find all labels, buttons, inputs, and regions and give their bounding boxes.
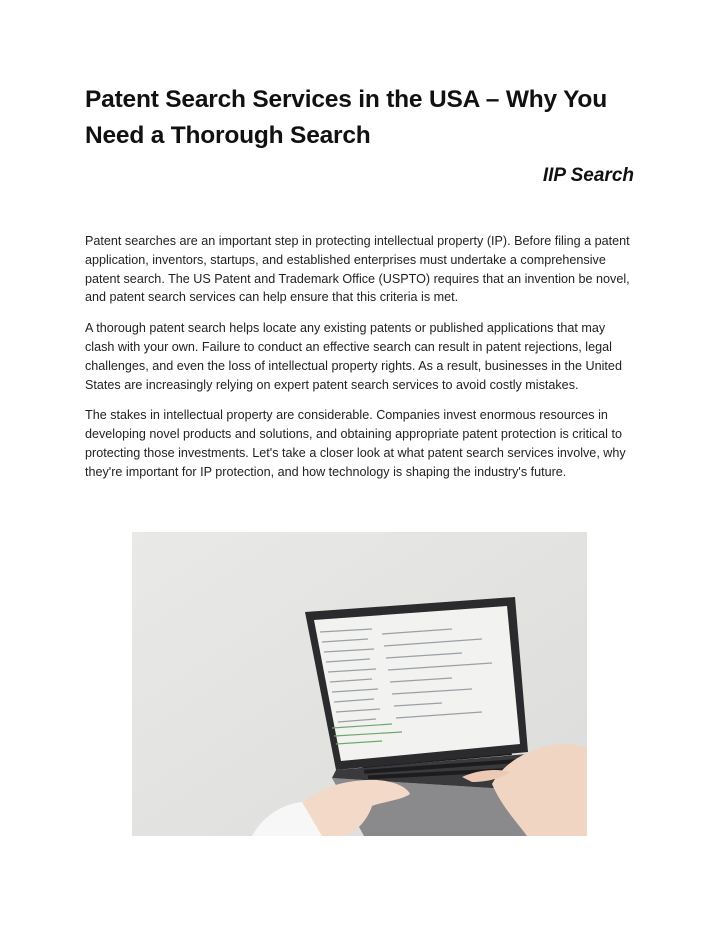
page-title: [85, 82, 635, 154]
laptop-with-hands-icon: [132, 532, 587, 836]
article-body: [85, 232, 635, 482]
title-line-1: Patent Search Services in the USA – Why You: [85, 86, 607, 113]
paragraph-2: A thorough patent search helps locate any existing patents or published applications that may clash with your own. Failure to conduct an effective search can result in patent rejections, legal challenges, and even the loss of intellectual property rights. As a result, businesses in the United States are increasingly relying on expert patent search services to avoid costly mistakes.: [85, 321, 622, 392]
laptop-screen: [314, 606, 520, 761]
author-name: IIP Search: [542, 165, 634, 186]
title-line-2: Need a Thorough Search: [85, 122, 371, 149]
document-page: [85, 82, 635, 494]
laptop-photo: [132, 532, 587, 836]
paragraph-3: The stakes in intellectual property are considerable. Companies invest enormous resources in developing novel products and solutions, and obtaining appropriate patent protection is critical to protecting those investments. Let's take a closer look at what patent search services involve, why they're important for IP protection, and how technology is shaping the industry's future.: [85, 408, 626, 479]
paragraph-1: Patent searches are an important step in protecting intellectual property (IP). Before filing a patent application, inventors, startups, and established enterprises must undertake a comprehensive patent search. The US Patent and Trademark Office (USPTO) requires that an invention be novel, and patent search services can help ensure that this criteria is met.: [85, 234, 630, 305]
